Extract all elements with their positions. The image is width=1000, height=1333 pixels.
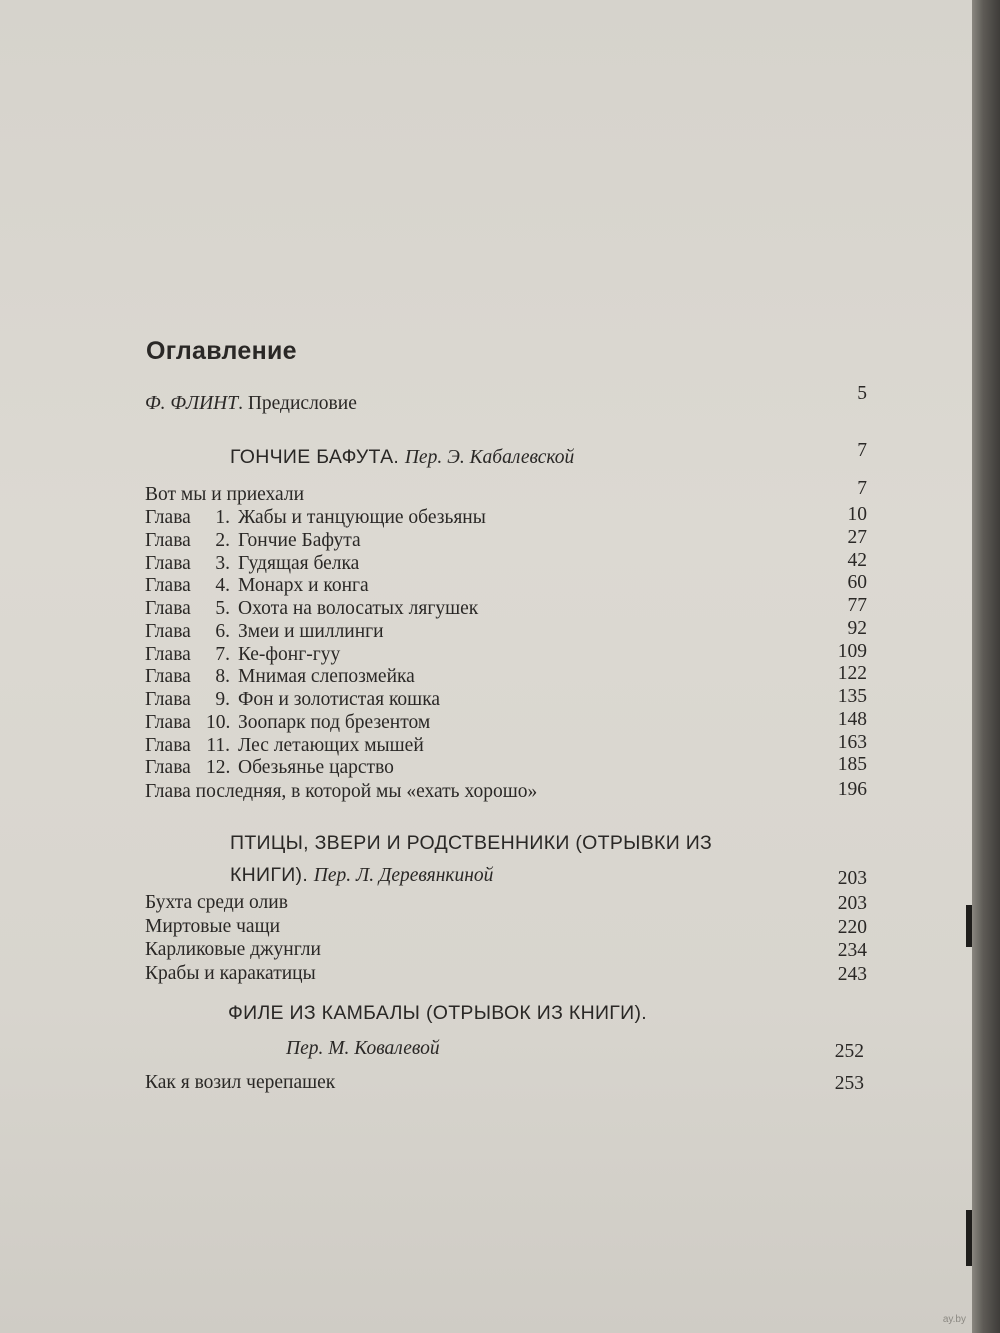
watermark: ay.by: [942, 1314, 966, 1325]
chapter-number: 5.: [215, 598, 230, 619]
contents-heading: Оглавление: [146, 337, 297, 365]
chapter-word: Глава: [145, 666, 191, 687]
chapter-entry: [145, 621, 384, 643]
section2-item: Крабы и каракатицы: [145, 963, 316, 984]
last-chapter-page: 196: [837, 779, 867, 800]
chapter-word: Глава: [145, 553, 191, 574]
section1-page: 7: [857, 440, 867, 461]
chapter-number: 12.: [206, 757, 231, 778]
section1-intro-page: 7: [857, 478, 867, 499]
preface-page: 5: [857, 383, 867, 404]
chapter-title: Ке-фонг-гуу: [238, 644, 341, 665]
section2-item: Миртовые чащи: [145, 916, 281, 937]
chapter-word: Глава: [145, 530, 191, 551]
chapter-word: Глава: [145, 598, 191, 619]
chapter-page: 92: [847, 618, 867, 639]
section3-title: ФИЛЕ ИЗ КАМБАЛЫ (ОТРЫВОК ИЗ КНИГИ).: [228, 1002, 647, 1024]
page-edge: [972, 0, 1000, 1333]
binding-mark: [966, 1210, 972, 1266]
section2-title: КНИГИ).: [230, 864, 309, 886]
chapter-number: 10.: [206, 712, 231, 733]
chapter-number: 3.: [215, 553, 230, 574]
chapter-page: 60: [847, 572, 867, 593]
chapter-title: Охота на волосатых лягушек: [238, 598, 479, 619]
last-chapter: Глава последняя, в которой мы «ехать хорошо»: [145, 781, 538, 802]
section2-translator: Пер. Л. Деревянкиной: [313, 865, 494, 886]
chapter-title: Фон и золотистая кошка: [238, 689, 441, 710]
chapter-entry: [145, 757, 394, 779]
chapter-title: Лес летающих мышей: [238, 735, 424, 756]
chapter-entry: [145, 689, 440, 711]
chapter-title: Мнимая слепозмейка: [238, 666, 415, 687]
chapter-page: 122: [837, 663, 867, 684]
binding-mark: [966, 905, 972, 947]
section3-item: Как я возил черепашек: [145, 1072, 336, 1093]
chapter-number: 4.: [215, 575, 230, 596]
section2-page: 203: [837, 868, 867, 889]
chapter-number: 1.: [215, 507, 230, 528]
section2-item-page: 234: [837, 940, 867, 961]
chapter-word: Глава: [145, 644, 191, 665]
section1-intro: Вот мы и приехали: [145, 484, 305, 505]
section2-item-page: 220: [837, 917, 867, 938]
chapter-entry: [145, 575, 369, 597]
section1-heading: [230, 446, 574, 469]
chapter-title: Жабы и танцующие обезьяны: [238, 507, 486, 528]
chapter-entry: [145, 666, 415, 688]
section2-item-page: 243: [837, 964, 867, 985]
section3-item-page: 253: [834, 1073, 864, 1094]
chapter-word: Глава: [145, 735, 191, 756]
chapter-number: 7.: [215, 644, 230, 665]
chapter-page: 135: [837, 686, 867, 707]
chapter-entry: [145, 553, 359, 575]
chapter-title: Гудящая белка: [238, 553, 360, 574]
chapter-number: 9.: [215, 689, 230, 710]
chapter-number: 11.: [206, 735, 230, 756]
chapter-word: Глава: [145, 621, 191, 642]
preface-entry: [145, 393, 357, 415]
chapter-number: 6.: [215, 621, 230, 642]
chapter-word: Глава: [145, 507, 191, 528]
chapter-page: 185: [837, 754, 867, 775]
chapter-number: 8.: [215, 666, 230, 687]
chapter-title: Змеи и шиллинги: [238, 621, 384, 642]
chapter-title: Обезьянье царство: [238, 757, 394, 778]
section2-title-line1: ПТИЦЫ, ЗВЕРИ И РОДСТВЕННИКИ (ОТРЫВКИ ИЗ: [230, 832, 713, 854]
chapter-entry: [145, 735, 424, 757]
chapter-word: Глава: [145, 712, 191, 733]
section2-item: Карликовые джунгли: [145, 939, 321, 960]
section2-title-line2: [230, 864, 493, 887]
chapter-word: Глава: [145, 689, 191, 710]
chapter-word: Глава: [145, 757, 191, 778]
chapter-page: 77: [847, 595, 867, 616]
chapter-page: 10: [847, 504, 867, 525]
chapter-entry: [145, 598, 478, 620]
chapter-entry: [145, 712, 430, 734]
chapter-title: Монарх и конга: [238, 575, 369, 596]
chapter-entry: [145, 530, 361, 552]
chapter-entry: [145, 507, 486, 529]
section2-item-page: 203: [837, 893, 867, 914]
chapter-page: 163: [837, 732, 867, 753]
section3-page: 252: [834, 1041, 864, 1062]
section1-title: ГОНЧИЕ БАФУТА.: [230, 446, 400, 468]
preface-title: . Предисловие: [238, 393, 357, 414]
chapter-number: 2.: [215, 530, 230, 551]
preface-author: Ф. ФЛИНТ: [145, 393, 239, 414]
chapter-page: 42: [847, 550, 867, 571]
section2-item: Бухта среди олив: [145, 892, 288, 913]
section1-translator: Пер. Э. Кабалевской: [404, 447, 575, 468]
chapter-page: 27: [847, 527, 867, 548]
chapter-title: Гончие Бафута: [238, 530, 361, 551]
chapter-word: Глава: [145, 575, 191, 596]
chapter-title: Зоопарк под брезентом: [238, 712, 431, 733]
chapter-entry: [145, 644, 340, 666]
chapter-page: 148: [837, 709, 867, 730]
chapter-page: 109: [837, 641, 867, 662]
section3-translator: Пер. М. Ковалевой: [286, 1038, 440, 1059]
